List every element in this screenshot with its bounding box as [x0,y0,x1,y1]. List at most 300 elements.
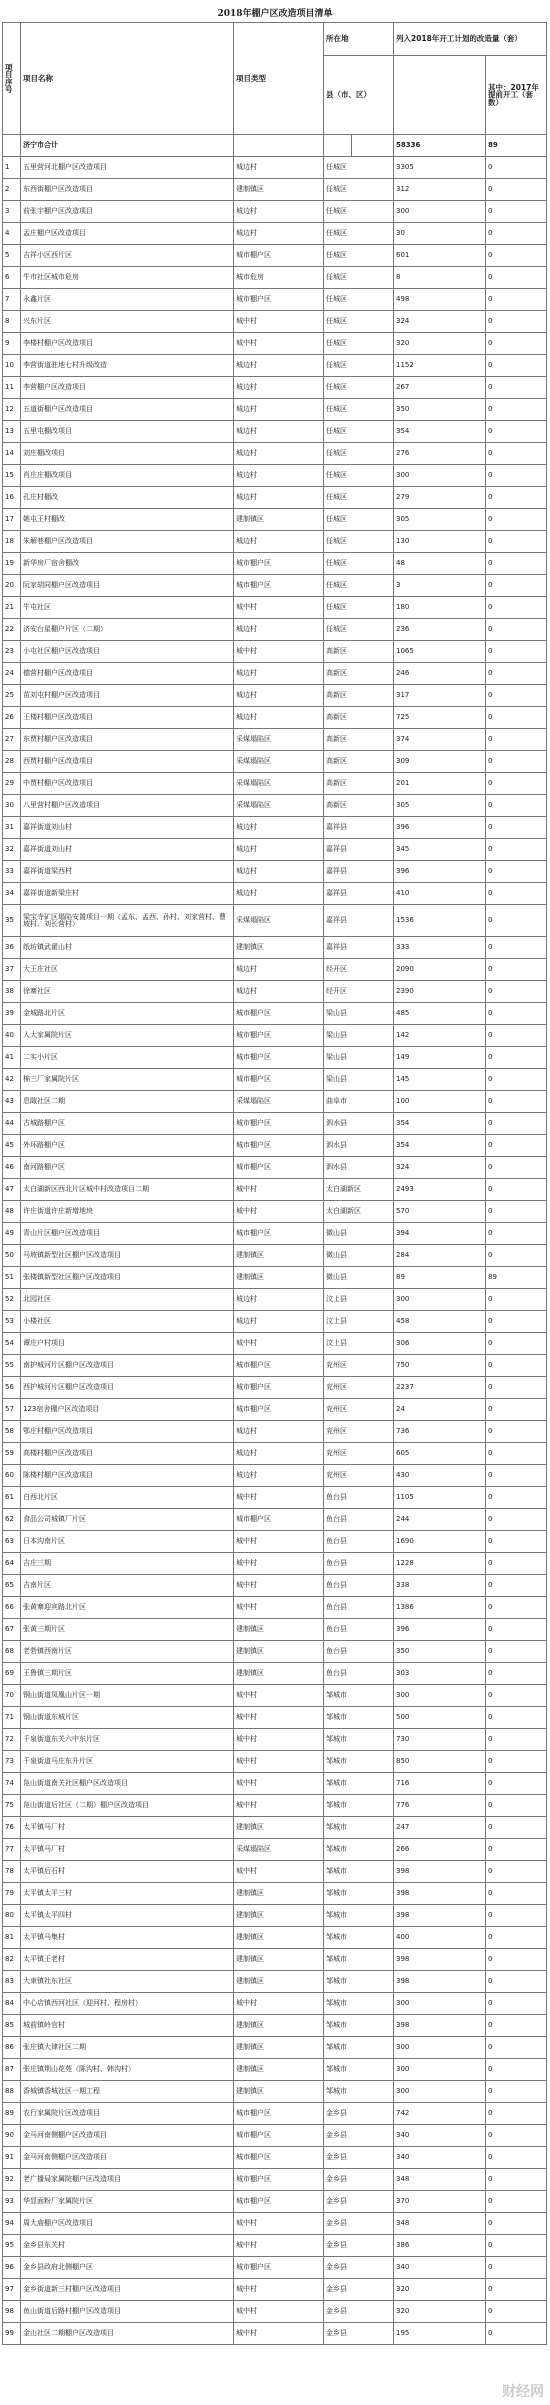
row-name: 南护城河片区棚户区改造项目 [21,1355,234,1377]
row-name: 西贾村棚户区改造项目 [21,751,234,773]
row-plan-2017: 0 [486,1223,547,1245]
row-plan: 247 [394,1817,486,1839]
row-name: 肖庄庄棚改项目 [21,465,234,487]
table-row [3,641,547,663]
header-seq: 项目序号 [3,23,21,135]
row-name: 白西北片区 [21,1487,234,1509]
row-seq: 64 [3,1553,21,1575]
row-name: 新华房厂宿舍棚改 [21,553,234,575]
table-row [3,1883,547,1905]
row-county: 邹城市 [324,2015,394,2037]
row-name: 谭庄户村项目 [21,1333,234,1355]
row-name: 纸坊镇武翟山村 [21,937,234,959]
row-type: 城市棚户区 [234,1355,324,1377]
row-plan-2017: 0 [486,1487,547,1509]
row-plan-2017: 0 [486,2147,547,2169]
row-plan: 2390 [394,981,486,1003]
row-name: 鄂庄村棚户区改造项目 [21,1421,234,1443]
row-plan-2017: 0 [486,685,547,707]
row-plan-2017: 0 [486,1355,547,1377]
table-row [3,1421,547,1443]
row-county: 鱼台县 [324,1575,394,1597]
row-plan: 398 [394,2015,486,2037]
row-county: 任城区 [324,201,394,223]
row-name: 牛市社区城市危房 [21,267,234,289]
row-county: 嘉祥县 [324,883,394,905]
row-plan-2017: 0 [486,2191,547,2213]
row-plan-2017: 0 [486,399,547,421]
row-type: 城边村 [234,1289,324,1311]
row-plan-2017: 0 [486,509,547,531]
row-seq: 98 [3,2301,21,2323]
row-plan: 350 [394,1641,486,1663]
row-plan: 348 [394,2169,486,2191]
row-type: 城边村 [234,201,324,223]
row-county: 梁山县 [324,1003,394,1025]
row-plan-2017: 0 [486,2169,547,2191]
row-county: 任城区 [324,597,394,619]
row-type: 城市棚户区 [234,1135,324,1157]
row-type: 城中村 [234,1729,324,1751]
row-seq: 30 [3,795,21,817]
table-row [3,1135,547,1157]
table-row [3,959,547,981]
row-plan: 340 [394,2125,486,2147]
row-seq: 3 [3,201,21,223]
table-row [3,981,547,1003]
row-plan: 1065 [394,641,486,663]
row-name: 北园社区 [21,1289,234,1311]
row-plan: 300 [394,201,486,223]
row-seq: 89 [3,2103,21,2125]
row-plan-2017: 0 [486,839,547,861]
row-plan-2017: 0 [486,1135,547,1157]
row-plan: 354 [394,1113,486,1135]
row-plan: 400 [394,1927,486,1949]
row-plan: 309 [394,751,486,773]
row-county: 鱼台县 [324,1553,394,1575]
row-plan-2017: 0 [486,1333,547,1355]
row-plan: 300 [394,2081,486,2103]
row-name: 苗刘屯村棚户区改造项目 [21,685,234,707]
row-seq: 41 [3,1047,21,1069]
table-row [3,487,547,509]
row-seq: 88 [3,2081,21,2103]
row-seq: 69 [3,1663,21,1685]
row-county: 邹城市 [324,1993,394,2015]
row-plan-2017: 0 [486,1553,547,1575]
row-county: 金乡县 [324,2191,394,2213]
row-type: 城市棚户区 [234,1113,324,1135]
row-plan-2017: 0 [486,981,547,1003]
row-county: 邹城市 [324,2081,394,2103]
row-name: 张庄镇大律社区二期 [21,2037,234,2059]
row-name: 华显面粉厂家属院片区 [21,2191,234,2213]
row-plan-2017: 0 [486,311,547,333]
row-type: 城市棚户区 [234,245,324,267]
table-row [3,905,547,937]
row-name: 食品公司城镇厂片区 [21,1509,234,1531]
row-plan-2017: 0 [486,619,547,641]
row-type: 城中村 [234,1553,324,1575]
total-seq [3,135,21,157]
row-plan-2017: 0 [486,1685,547,1707]
header-type: 项目类型 [234,23,324,135]
row-county: 邹城市 [324,1773,394,1795]
row-county: 高新区 [324,707,394,729]
row-name: 太平镇马厂村 [21,1839,234,1861]
row-type: 城边村 [234,959,324,981]
row-plan: 142 [394,1025,486,1047]
row-type: 采煤塌陷区 [234,795,324,817]
row-plan: 312 [394,179,486,201]
row-plan-2017: 0 [486,1927,547,1949]
table-row [3,2015,547,2037]
row-name: 嘉祥街道刘山村 [21,817,234,839]
header-county: 县（市、区） [324,56,394,135]
row-plan: 374 [394,729,486,751]
row-seq: 5 [3,245,21,267]
row-type: 城边村 [234,685,324,707]
row-name: 青山片区棚户区改造项目 [21,1223,234,1245]
row-name: 凫山街道后社区（二期）棚户区改造项目 [21,1795,234,1817]
row-type: 城中村 [234,641,324,663]
table-row [3,1949,547,1971]
table-row [3,2213,547,2235]
row-plan: 398 [394,1971,486,1993]
row-name: 德营村棚户区改造项目 [21,663,234,685]
row-county: 泗水县 [324,1135,394,1157]
row-county: 梁山县 [324,1047,394,1069]
row-seq: 86 [3,2037,21,2059]
row-type: 建制镇区 [234,1663,324,1685]
row-county: 金乡县 [324,2103,394,2125]
row-name: 金乡县政府北侧棚户区 [21,2257,234,2279]
row-county: 梁山县 [324,1069,394,1091]
row-type: 城市棚户区 [234,2257,324,2279]
row-plan-2017: 0 [486,157,547,179]
row-plan: 1386 [394,1597,486,1619]
row-seq: 63 [3,1531,21,1553]
row-county: 任城区 [324,245,394,267]
row-seq: 12 [3,399,21,421]
row-plan-2017: 0 [486,937,547,959]
row-plan-2017: 0 [486,1641,547,1663]
row-type: 建制镇区 [234,179,324,201]
table-row [3,707,547,729]
row-plan-2017: 0 [486,1047,547,1069]
row-county: 邹城市 [324,1751,394,1773]
row-plan-2017: 0 [486,1905,547,1927]
row-plan-2017: 0 [486,2257,547,2279]
row-plan-2017: 0 [486,575,547,597]
row-county: 任城区 [324,399,394,421]
row-plan-2017: 0 [486,1465,547,1487]
row-name: 二实小片区 [21,1047,234,1069]
table-row [3,1795,547,1817]
row-plan-2017: 0 [486,597,547,619]
table-row [3,1025,547,1047]
row-plan-2017: 0 [486,883,547,905]
table-row [3,1597,547,1619]
row-county: 任城区 [324,443,394,465]
row-type: 城市棚户区 [234,1047,324,1069]
total-county-a [324,135,352,157]
row-name: 永鑫片区 [21,289,234,311]
table-row [3,1047,547,1069]
row-plan: 300 [394,2059,486,2081]
row-seq: 35 [3,905,21,937]
row-plan: 398 [394,1861,486,1883]
row-name: 嘉祥街道刘山村 [21,839,234,861]
row-plan-2017: 0 [486,1663,547,1685]
row-seq: 73 [3,1751,21,1773]
row-type: 城边村 [234,1311,324,1333]
row-county: 泗水县 [324,1113,394,1135]
row-county: 任城区 [324,355,394,377]
row-plan: 601 [394,245,486,267]
table-row [3,1993,547,2015]
row-plan: 338 [394,1575,486,1597]
row-seq: 37 [3,959,21,981]
row-plan: 742 [394,2103,486,2125]
row-seq: 83 [3,1971,21,1993]
row-seq: 92 [3,2169,21,2191]
row-name: 八里营村棚户区改造项目 [21,795,234,817]
row-seq: 48 [3,1201,21,1223]
row-plan: 300 [394,1289,486,1311]
header-location: 所在地 [324,23,394,56]
table-row [3,2279,547,2301]
row-county: 高新区 [324,729,394,751]
row-seq: 42 [3,1069,21,1091]
row-plan: 716 [394,1773,486,1795]
table-row [3,1443,547,1465]
row-plan-2017: 0 [486,465,547,487]
row-county: 任城区 [324,377,394,399]
row-plan-2017: 0 [486,1949,547,1971]
table-row [3,729,547,751]
row-county: 金乡县 [324,2125,394,2147]
table-row [3,839,547,861]
row-type: 城市棚户区 [234,1399,324,1421]
row-plan: 30 [394,223,486,245]
row-name: 城前镇岭官村 [21,2015,234,2037]
row-seq: 51 [3,1267,21,1289]
row-county: 任城区 [324,289,394,311]
table-row [3,2059,547,2081]
table-row [3,2235,547,2257]
row-plan-2017: 0 [486,773,547,795]
row-plan-2017: 0 [486,355,547,377]
row-type: 城市棚户区 [234,1157,324,1179]
row-name: 千泉街道东关六中东片区 [21,1729,234,1751]
row-plan-2017: 0 [486,1729,547,1751]
table-row [3,1971,547,1993]
row-plan: 324 [394,1157,486,1179]
table-row [3,1509,547,1531]
row-name: 吉南片区 [21,1575,234,1597]
row-county: 嘉祥县 [324,817,394,839]
header-plan-2017: 其中：2017年提前开工（套数） [486,56,547,135]
row-seq: 67 [3,1619,21,1641]
table-row [3,795,547,817]
row-plan: 8 [394,267,486,289]
row-plan-2017: 0 [486,487,547,509]
row-plan-2017: 0 [486,1179,547,1201]
row-plan-2017: 0 [486,443,547,465]
row-name: 金乡街道新三村棚户区改造项目 [21,2279,234,2301]
row-seq: 32 [3,839,21,861]
row-type: 城边村 [234,399,324,421]
header-name: 项目名称 [21,23,234,135]
row-name: 东贾村棚户区改造项目 [21,729,234,751]
row-name: 东西街棚户区改造项目 [21,179,234,201]
row-name: 五里屯棚改项目 [21,421,234,443]
row-county: 兖州区 [324,1443,394,1465]
row-plan: 340 [394,2257,486,2279]
total-plan-2017: 89 [486,135,547,157]
row-plan-2017: 0 [486,2213,547,2235]
table-row [3,1311,547,1333]
row-county: 金乡县 [324,2301,394,2323]
row-type: 城市棚户区 [234,575,324,597]
row-name: 济安台星棚户片区（二期） [21,619,234,641]
document-title: 2018年棚户区改造项目清单 [217,9,333,19]
row-plan: 320 [394,2301,486,2323]
row-county: 任城区 [324,509,394,531]
row-name: 金马河南侧棚户区改造项目 [21,2125,234,2147]
row-type: 城边村 [234,355,324,377]
row-type: 建制镇区 [234,1905,324,1927]
row-seq: 7 [3,289,21,311]
row-name: 李营街道驻地七村升级改造 [21,355,234,377]
row-type: 城边村 [234,883,324,905]
table-row [3,1245,547,1267]
row-name: 孟庄棚户区改造项目 [21,223,234,245]
row-county: 梁山县 [324,1025,394,1047]
row-type: 城市棚户区 [234,1003,324,1025]
row-county: 邹城市 [324,1971,394,1993]
row-type: 建制镇区 [234,1949,324,1971]
row-name: 陈楼村棚户区改造项目 [21,1465,234,1487]
row-plan: 354 [394,1135,486,1157]
row-name: 高楼村棚户区改造项目 [21,1443,234,1465]
row-type: 城边村 [234,443,324,465]
row-type: 采煤塌陷区 [234,751,324,773]
row-county: 任城区 [324,421,394,443]
row-plan-2017: 0 [486,1839,547,1861]
row-name: 张黄寨迎宾路北片区 [21,1597,234,1619]
row-plan-2017: 0 [486,1003,547,1025]
row-type: 城中村 [234,1861,324,1883]
row-county: 高新区 [324,685,394,707]
row-name: 金山社区二期棚户区改造项目 [21,2323,234,2345]
row-name: 朱解巷棚户区改造项目 [21,531,234,553]
row-county: 金乡县 [324,2235,394,2257]
row-county: 泗水县 [324,1157,394,1179]
row-name: 小屯社区棚户区改造项目 [21,641,234,663]
row-county: 任城区 [324,223,394,245]
row-seq: 96 [3,2257,21,2279]
row-name: 凫山街道南关社区棚户区改造项目 [21,1773,234,1795]
row-county: 鱼台县 [324,1509,394,1531]
row-name: 王鲁镇三期片区 [21,1663,234,1685]
row-plan-2017: 0 [486,2037,547,2059]
row-name: 刘庄棚改项目 [21,443,234,465]
table-row [3,2257,547,2279]
row-plan-2017: 0 [486,1377,547,1399]
table-row [3,663,547,685]
row-seq: 56 [3,1377,21,1399]
row-type: 城市棚户区 [234,1069,324,1091]
row-name: 太平镇太平三村 [21,1883,234,1905]
row-county: 曲阜市 [324,1091,394,1113]
table-row [3,2103,547,2125]
row-type: 建制镇区 [234,1619,324,1641]
row-plan-2017: 0 [486,1245,547,1267]
row-county: 鱼台县 [324,1663,394,1685]
row-plan-2017: 0 [486,1091,547,1113]
row-plan-2017: 89 [486,1267,547,1289]
row-seq: 68 [3,1641,21,1663]
row-seq: 29 [3,773,21,795]
table-row [3,1487,547,1509]
table-row [3,465,547,487]
row-plan-2017: 0 [486,2301,547,2323]
row-name: 棉三厂家属院片区 [21,1069,234,1091]
row-seq: 72 [3,1729,21,1751]
row-plan: 195 [394,2323,486,2345]
table-row [3,1927,547,1949]
row-plan: 324 [394,311,486,333]
row-county: 微山县 [324,1223,394,1245]
row-seq: 10 [3,355,21,377]
row-type: 建制镇区 [234,2081,324,2103]
row-seq: 9 [3,333,21,355]
row-plan-2017: 0 [486,1575,547,1597]
row-seq: 58 [3,1421,21,1443]
row-type: 城中村 [234,1201,324,1223]
row-plan: 317 [394,685,486,707]
row-type: 城市棚户区 [234,289,324,311]
row-type: 建制镇区 [234,1245,324,1267]
row-seq: 54 [3,1333,21,1355]
row-seq: 99 [3,2323,21,2345]
row-plan: 320 [394,333,486,355]
table-row [3,179,547,201]
row-plan: 267 [394,377,486,399]
row-plan: 1690 [394,1531,486,1553]
row-seq: 19 [3,553,21,575]
row-seq: 82 [3,1949,21,1971]
table-row [3,685,547,707]
row-seq: 20 [3,575,21,597]
row-type: 城中村 [234,1993,324,2015]
row-county: 嘉祥县 [324,839,394,861]
row-plan-2017: 0 [486,905,547,937]
row-plan: 300 [394,2037,486,2059]
row-type: 城边村 [234,619,324,641]
row-plan: 300 [394,1685,486,1707]
row-plan: 850 [394,1751,486,1773]
row-county: 任城区 [324,157,394,179]
row-type: 城中村 [234,1575,324,1597]
row-name: 五道街棚户区改造项目 [21,399,234,421]
table-row [3,619,547,641]
row-type: 城边村 [234,861,324,883]
row-plan-2017: 0 [486,553,547,575]
